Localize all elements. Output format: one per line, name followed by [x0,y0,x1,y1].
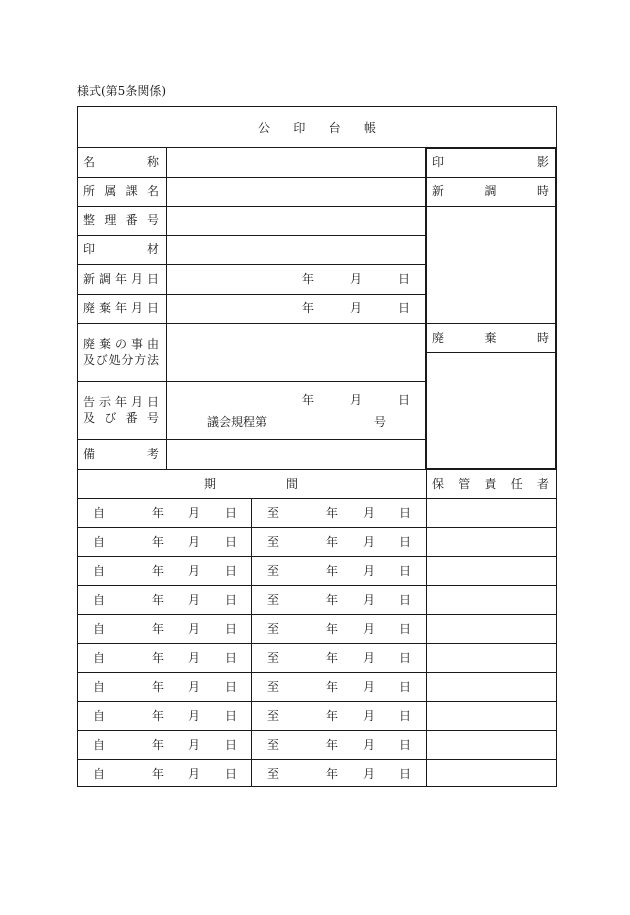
period-to-year: 年 [326,709,339,723]
field-row-line [77,206,426,207]
label-name: 名 称 [83,155,159,169]
seal-box-right [555,147,557,469]
period-from-day: 日 [225,651,238,665]
seal-box-left [425,147,427,469]
period-from-label: 自 [93,593,106,607]
period-to-year: 年 [326,738,339,752]
period-from-year: 年 [152,767,165,781]
seal-box-top [426,147,557,149]
date-month-unit: 月 [350,393,363,407]
period-from-month: 月 [188,709,201,723]
period-to-month: 月 [363,506,376,520]
label-material: 印 材 [83,242,159,256]
period-to-year: 年 [326,680,339,694]
period-to-year: 年 [326,593,339,607]
period-from-label: 自 [93,709,106,723]
period-row-line [77,730,557,731]
period-row-line [77,643,557,644]
period-to-label: 至 [267,651,280,665]
period-from-label: 自 [93,506,106,520]
period-to-year: 年 [326,564,339,578]
label-new-date: 新 調 年 月 日 [83,272,159,286]
date-day-unit: 日 [398,272,411,286]
custodian-header: 保 管 責 任 者 [432,477,549,491]
period-from-label: 自 [93,738,106,752]
label-notice-date-1: 告 示 年 月 日 [83,395,159,409]
seal-header-line [426,177,556,178]
period-from-month: 月 [188,593,201,607]
period-to-month: 月 [363,680,376,694]
date-day-unit: 日 [398,301,411,315]
period-to-month: 月 [363,564,376,578]
period-from-day: 日 [225,622,238,636]
period-from-month: 月 [188,506,201,520]
period-from-year: 年 [152,535,165,549]
custodian-column-line [426,469,427,786]
period-to-year: 年 [326,651,339,665]
seal-new-label-line [426,206,556,207]
period-from-year: 年 [152,738,165,752]
frame-left-line [77,106,78,786]
period-from-month: 月 [188,651,201,665]
period-to-label: 至 [267,680,280,694]
date-year-unit: 年 [302,301,315,315]
period-from-label: 自 [93,622,106,636]
period-to-label: 至 [267,767,280,781]
seal-disposal-label-line [426,352,556,353]
period-from-year: 年 [152,564,165,578]
field-row-line [77,439,426,440]
period-to-day: 日 [399,506,412,520]
period-row-line [77,759,557,760]
seal-new-label: 新 調 時 [432,184,549,198]
seal-disposal-top-line [426,323,556,324]
period-to-day: 日 [399,593,412,607]
period-from-year: 年 [152,593,165,607]
period-from-label: 自 [93,680,106,694]
period-split-line [251,498,252,786]
date-month-unit: 月 [350,301,363,315]
period-from-label: 自 [93,535,106,549]
seal-disposal-label: 廃 棄 時 [432,331,549,345]
form-title: 公 印 台 帳 [258,121,376,135]
period-from-month: 月 [188,564,201,578]
period-from-day: 日 [225,506,238,520]
period-to-day: 日 [399,680,412,694]
period-from-day: 日 [225,709,238,723]
period-from-day: 日 [225,767,238,781]
period-from-label: 自 [93,564,106,578]
period-from-day: 日 [225,680,238,694]
period-from-month: 月 [188,767,201,781]
label-disposal-reason-2: 及 び 処 分 方 法 [83,353,159,367]
period-to-year: 年 [326,767,339,781]
period-from-day: 日 [225,564,238,578]
date-year-unit: 年 [302,393,315,407]
period-to-day: 日 [399,767,412,781]
period-to-month: 月 [363,593,376,607]
period-to-day: 日 [399,709,412,723]
period-to-day: 日 [399,564,412,578]
label-disposal-date: 廃 棄 年 月 日 [83,301,159,315]
period-to-month: 月 [363,651,376,665]
label-department: 所 属 課 名 [83,184,159,198]
period-row-line [77,614,557,615]
field-row-line [77,177,426,178]
period-to-label: 至 [267,622,280,636]
period-from-day: 日 [225,535,238,549]
period-from-month: 月 [188,738,201,752]
frame-bottom-line [77,786,557,787]
period-from-month: 月 [188,535,201,549]
period-to-month: 月 [363,767,376,781]
label-column-line [166,147,167,469]
frame-top-line [77,106,557,107]
period-to-day: 日 [399,738,412,752]
regulation-suffix: 号 [374,415,387,429]
period-to-day: 日 [399,622,412,636]
period-from-year: 年 [152,622,165,636]
period-from-day: 日 [225,738,238,752]
period-header: 期 間 [204,477,298,491]
period-to-month: 月 [363,535,376,549]
period-to-month: 月 [363,738,376,752]
date-year-unit: 年 [302,272,315,286]
period-from-year: 年 [152,506,165,520]
field-row-line [77,381,426,382]
period-row-line [77,701,557,702]
period-from-year: 年 [152,651,165,665]
period-to-month: 月 [363,709,376,723]
field-row-line [77,294,426,295]
field-row-line [77,235,426,236]
label-notice-date-2: 及 び 番 号 [83,411,159,425]
period-header-bottom-line [77,498,557,499]
period-row-line [77,672,557,673]
period-to-year: 年 [326,506,339,520]
period-from-month: 月 [188,622,201,636]
period-to-day: 日 [399,535,412,549]
seal-impression-header: 印 影 [432,155,549,169]
period-to-label: 至 [267,535,280,549]
period-from-month: 月 [188,680,201,694]
period-row-line [77,556,557,557]
period-to-year: 年 [326,535,339,549]
period-from-year: 年 [152,680,165,694]
period-row-line [77,527,557,528]
seal-box-bottom [426,468,557,470]
period-from-day: 日 [225,593,238,607]
period-from-year: 年 [152,709,165,723]
regulation-prefix: 議会規程第 [207,415,268,429]
period-to-label: 至 [267,709,280,723]
period-row-line [77,585,557,586]
date-month-unit: 月 [350,272,363,286]
period-to-label: 至 [267,506,280,520]
label-serial-number: 整 理 番 号 [83,213,159,227]
period-to-label: 至 [267,564,280,578]
period-to-month: 月 [363,622,376,636]
label-disposal-reason-1: 廃 棄 の 事 由 [83,337,159,351]
period-to-day: 日 [399,651,412,665]
field-row-line [77,264,426,265]
period-to-label: 至 [267,738,280,752]
period-to-label: 至 [267,593,280,607]
label-remarks: 備 考 [83,447,159,461]
period-from-label: 自 [93,767,106,781]
field-row-line [77,323,426,324]
date-day-unit: 日 [398,393,411,407]
form-caption: 様式(第5条関係) [77,84,166,98]
period-from-label: 自 [93,651,106,665]
period-to-year: 年 [326,622,339,636]
